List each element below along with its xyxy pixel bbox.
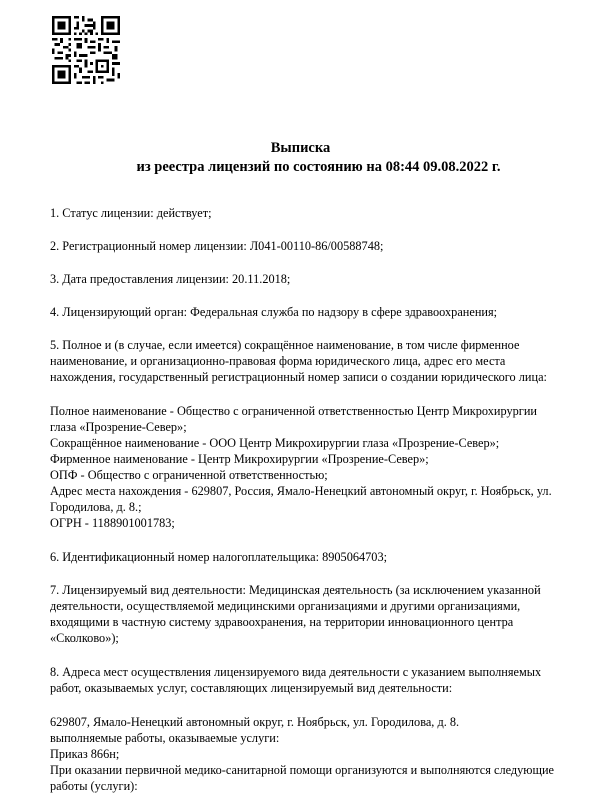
item-activity-addresses xyxy=(50,664,590,696)
address-line: При оказании первичной медико-санитарной помощи организуются и выполняются следующие xyxy=(50,763,554,777)
item-entity-names xyxy=(50,337,590,385)
qr-code-image xyxy=(52,16,120,84)
address-details xyxy=(50,714,590,794)
detail-line: Городилова, д. 8.; xyxy=(50,500,142,514)
item-tax-id: 6. Идентификационный номер налогоплательщика: 8905064703; xyxy=(50,550,388,564)
qr-code xyxy=(52,16,120,84)
detail-line: ОПФ - Общество с ограниченной ответственностью; xyxy=(50,468,328,482)
address-line: Приказ 866н; xyxy=(50,747,120,761)
item-license-status: 1. Статус лицензии: действует; xyxy=(50,206,212,220)
item-registration-number: 2. Регистрационный номер лицензии: Л041-00110-86/00588748; xyxy=(50,239,384,253)
address-line: выполняемые работы, оказываемые услуги: xyxy=(50,731,280,745)
entity-details xyxy=(50,403,590,531)
title-line-2: из реестра лицензий по состоянию на 08:44 09.08.2022 г. xyxy=(136,159,501,175)
item5-line: нахождения, государственный регистрационный номер записи о создании юридического лица: xyxy=(50,370,547,384)
item7-line: деятельности, осуществляемой медицинскими организациями и другими организациями, xyxy=(50,599,521,613)
address-line: 629807, Ямало-Ненецкий автономный округ, г. Ноябрьск, ул. Городилова, д. 8. xyxy=(50,715,460,729)
item7-line: 7. Лицензируемый вид деятельности: Медицинская деятельность (за исключением указанной xyxy=(50,583,541,597)
title-line-1: Выписка xyxy=(270,140,331,156)
document-title xyxy=(0,139,601,177)
item-licensed-activity xyxy=(50,582,590,646)
item-issue-date: 3. Дата предоставления лицензии: 20.11.2018; xyxy=(50,272,291,286)
address-line: работы (услуги): xyxy=(50,779,138,793)
item-licensing-authority: 4. Лицензирующий орган: Федеральная служба по надзору в сфере здравоохранения; xyxy=(50,305,498,319)
detail-line: глаза «Прозрение-Север»; xyxy=(50,420,187,434)
detail-line: Сокращённое наименование - ООО Центр Микрохирургии глаза «Прозрение-Север»; xyxy=(50,436,500,450)
item8-line: 8. Адреса мест осуществления лицензируемого вида деятельности с указанием выполняемых xyxy=(50,665,542,679)
detail-line: Адрес места нахождения - 629807, Россия, Ямало-Ненецкий автономный округ, г. Ноябрьск, ул. xyxy=(50,484,552,498)
detail-line: ОГРН - 1188901001783; xyxy=(50,516,175,530)
item7-line: «Сколково»); xyxy=(50,631,119,645)
detail-line: Фирменное наименование - Центр Микрохирургии «Прозрение-Север»; xyxy=(50,452,429,466)
item5-line: 5. Полное и (в случае, если имеется) сокращённое наименование, в том числе фирменное xyxy=(50,338,520,352)
item8-line: работ, оказываемых услуг, составляющих лицензируемый вид деятельности: xyxy=(50,681,453,695)
document-body xyxy=(50,205,590,794)
item7-line: входящими в частную систему здравоохранения, на территории инновационного центра xyxy=(50,615,514,629)
item5-line: наименование, и организационно-правовая форма юридического лица, адрес его места xyxy=(50,354,506,368)
detail-line: Полное наименование - Общество с ограниченной ответственностью Центр Микрохирургии xyxy=(50,404,537,418)
